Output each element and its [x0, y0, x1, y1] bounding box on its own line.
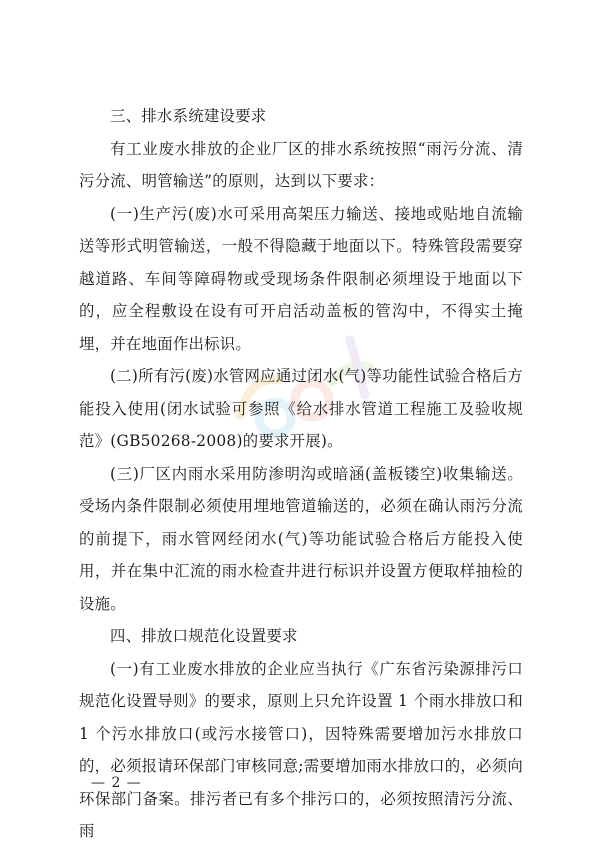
section-3-item-2: (二)所有污(废)水管网应通过闭水(气)等功能性试验合格后方能投入使用(闭水试验可参照《给水排水管道工程施工及验收规范》(GB50268-2008)的要求开展)。	[79, 367, 523, 450]
page-number: — 2 —	[91, 775, 142, 791]
section-4-heading: 四、排放口规范化设置要求	[110, 627, 298, 645]
section-3-item-1: (一)生产污(废)水可采用高架压力输送、接地或贴地自流输送等形式明管输送，一般不得隐藏于地面以下。特殊管段需要穿越道路、车间等障碍物或受现场条件限制必须埋设于地面以下的，应全程敷设在设有可开启活动盖板的管沟中，不得实土掩埋，并在地面作出标识。	[79, 204, 523, 353]
section-4-item-1: (一)有工业废水排放的企业应当执行《广东省污染源排污口规范化设置导则》的要求，原则上只允许设置 1 个雨水排放口和 1 个污水排放口(或污水接管口)，因特殊需要增加污水排放口的，必须报请环保部门审核同意;需要增加雨水排放口的，必须向环保部门备案。排污者已有多个排污口的，必须按照清污分流、雨	[79, 659, 523, 840]
document-body	[79, 100, 523, 848]
section-3-item-3: (三)厂区内雨水采用防渗明沟或暗涵(盖板镂空)收集输送。受场内条件限制必须使用埋地管道输送的，必须在确认雨污分流的前提下，雨水管网经闭水(气)等功能试验合格后方能投入使用，并在集中汇流的雨水检查井进行标识并设置方便取样抽检的设施。	[79, 464, 523, 613]
section-3-intro: 有工业废水排放的企业厂区的排水系统按照“雨污分流、清污分流、明管输送”的原则，达到以下要求：	[79, 139, 523, 190]
section-3-heading: 三、排水系统建设要求	[110, 107, 267, 125]
